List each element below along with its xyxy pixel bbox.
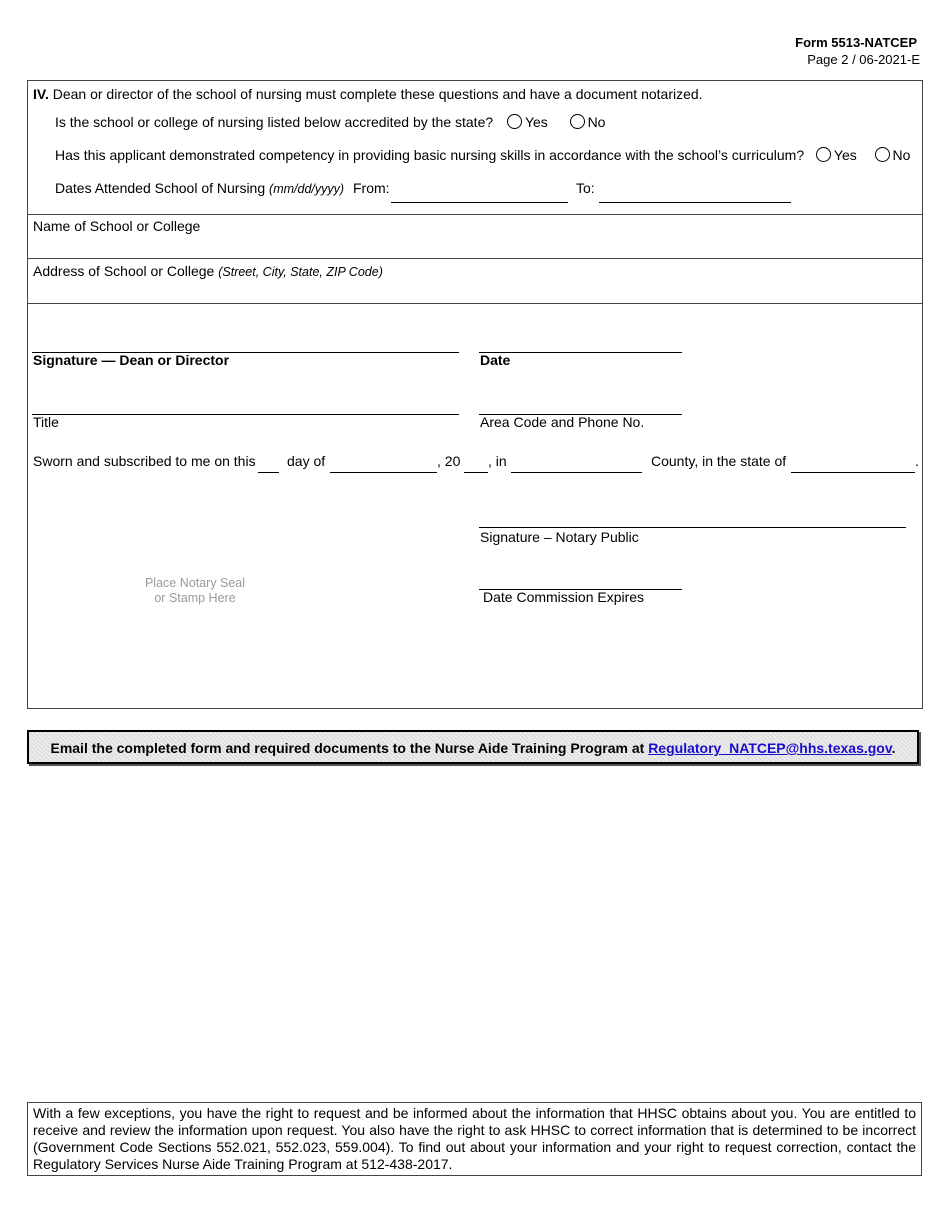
form-number: Form 5513-NATCEP <box>795 35 917 50</box>
radio-icon[interactable] <box>875 147 890 162</box>
question-accredited <box>55 114 605 130</box>
question-competency <box>55 147 910 163</box>
school-name-label: Name of School or College <box>33 218 201 234</box>
address-label-text: Address of School or College <box>33 263 215 279</box>
yes-label: Yes <box>833 147 857 163</box>
to-date-field[interactable] <box>599 202 791 203</box>
date-label: Date <box>480 352 511 368</box>
privacy-notice: With a few exceptions, you have the right to request and be informed about the information that HHSC obtains about you. You are entitled to receive and review the information upon request. You also have the right to ask HHSC to correct information that is determined to be incorrect (Government Code Sections 552.021, 552.023, 559.004). To find out about your information and your right to request correction, contact the Regulatory Services Nurse Aide Training Program at 512-438-2017. <box>27 1102 922 1176</box>
sworn-year-prefix: , 20 <box>437 453 461 469</box>
radio-icon[interactable] <box>570 114 585 129</box>
section-number: IV. <box>33 86 49 102</box>
dates-attended-label <box>55 180 344 196</box>
title-label: Title <box>33 414 59 430</box>
email-end: . <box>891 740 896 756</box>
date-format-hint: (mm/dd/yyyy) <box>269 182 345 196</box>
commission-label: Date Commission Expires <box>483 589 645 605</box>
divider <box>27 258 923 259</box>
divider <box>27 303 923 304</box>
sworn-year-field[interactable] <box>464 472 488 473</box>
dates-label-text: Dates Attended School of Nursing <box>55 180 266 196</box>
sworn-day-of: day of <box>287 453 326 469</box>
signature-label: Signature — Dean or Director <box>33 352 230 368</box>
notary-seal-line2: or Stamp Here <box>154 591 236 605</box>
yes-label: Yes <box>524 114 548 130</box>
sworn-state-field[interactable] <box>791 472 915 473</box>
title-field[interactable] <box>32 414 459 415</box>
radio-icon[interactable] <box>816 147 831 162</box>
address-hint: (Street, City, State, ZIP Code) <box>218 265 383 279</box>
sworn-county-label: County, in the state of <box>651 453 787 469</box>
sworn-county-field[interactable] <box>511 472 642 473</box>
email-instruction-bar <box>27 730 919 764</box>
divider <box>27 214 923 215</box>
from-date-field[interactable] <box>391 202 568 203</box>
sworn-period: . <box>915 453 919 469</box>
no-label: No <box>587 114 606 130</box>
notary-signature-label: Signature – Notary Public <box>480 529 639 545</box>
radio-icon[interactable] <box>507 114 522 129</box>
accredited-no-option[interactable] <box>570 114 606 130</box>
section-iv-box <box>27 80 923 709</box>
notary-seal-line1: Place Notary Seal <box>144 576 246 590</box>
email-link[interactable]: Regulatory_NATCEP@hhs.texas.gov <box>648 740 892 756</box>
sworn-month-field[interactable] <box>330 472 437 473</box>
phone-label: Area Code and Phone No. <box>480 414 645 430</box>
question-accredited-text: Is the school or college of nursing listed below accredited by the state? <box>55 114 494 130</box>
school-name-field[interactable] <box>30 233 918 255</box>
accredited-yes-option[interactable] <box>507 114 548 130</box>
from-label: From: <box>353 180 390 196</box>
notary-seal-placeholder <box>125 576 265 606</box>
address-label <box>33 263 383 279</box>
sworn-day-field[interactable] <box>258 472 279 473</box>
address-field[interactable] <box>30 279 918 301</box>
email-instruction-text: Email the completed form and required documents to the Nurse Aide Training Program at <box>50 740 649 756</box>
no-label: No <box>892 147 911 163</box>
page-info: Page 2 / 06-2021-E <box>807 52 920 67</box>
question-competency-text: Has this applicant demonstrated competency in providing basic nursing skills in accordance with the school’s curriculum? <box>55 147 805 163</box>
to-label: To: <box>576 180 595 196</box>
sworn-prefix: Sworn and subscribed to me on this <box>33 453 256 469</box>
competency-yes-option[interactable] <box>816 147 857 163</box>
notary-signature-field[interactable] <box>479 527 906 528</box>
section-instruction-text: Dean or director of the school of nursing must complete these questions and have a document notarized. <box>52 86 703 102</box>
competency-no-option[interactable] <box>875 147 911 163</box>
sworn-in: , in <box>488 453 507 469</box>
section-instruction <box>33 86 703 102</box>
